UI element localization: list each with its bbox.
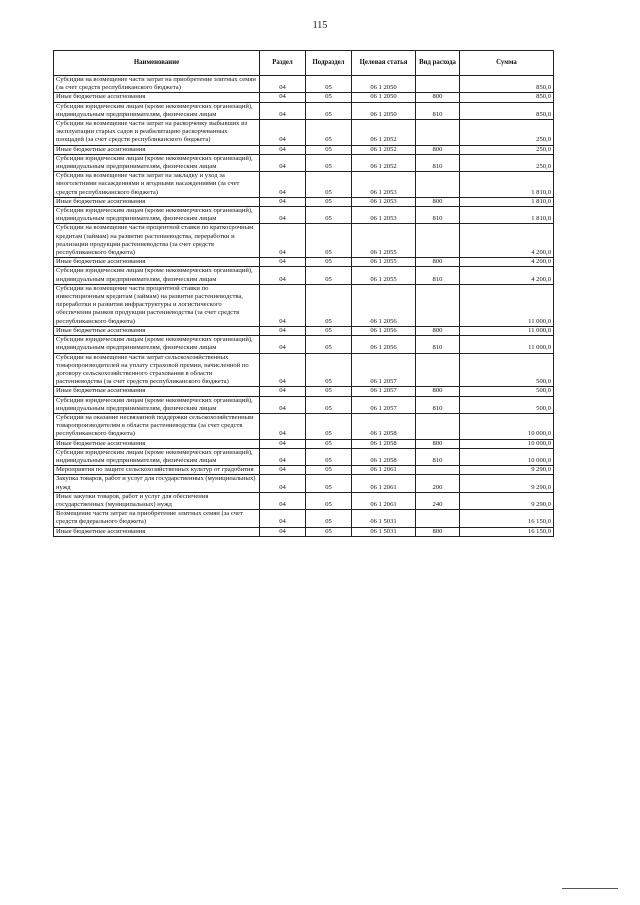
row-name: Иные бюджетные ассигнования xyxy=(54,145,260,154)
row-subsection: 05 xyxy=(306,258,352,267)
row-target: 06 1 2055 xyxy=(352,224,416,258)
row-section: 04 xyxy=(260,172,306,198)
row-name: Субсидии на возмещение части процентной ставки по краткосрочным кредитам (займам) на развитие растениеводства, переработки и реализации продукции растениеводства (за счет средств республиканского бюджета) xyxy=(54,224,260,258)
row-target: 06 1 2058 xyxy=(352,439,416,448)
row-amount: 10 000,0 xyxy=(460,448,554,465)
row-amount: 850,0 xyxy=(460,102,554,119)
row-amount: 4 200,0 xyxy=(460,224,554,258)
row-target: 06 1 2053 xyxy=(352,207,416,224)
row-section: 04 xyxy=(260,145,306,154)
row-expense-type: 200 xyxy=(416,475,460,492)
row-section: 04 xyxy=(260,102,306,119)
row-amount: 16 150,0 xyxy=(460,527,554,536)
row-amount: 850,0 xyxy=(460,93,554,102)
row-subsection: 05 xyxy=(306,224,352,258)
row-amount: 250,0 xyxy=(460,120,554,146)
table-row xyxy=(54,326,554,335)
row-name: Иные бюджетные ассигнования xyxy=(54,439,260,448)
row-subsection: 05 xyxy=(306,326,352,335)
row-subsection: 05 xyxy=(306,76,352,93)
row-expense-type: 810 xyxy=(416,154,460,171)
header-target: Целевая статья xyxy=(352,51,416,76)
row-amount: 10 000,0 xyxy=(460,413,554,439)
row-section: 04 xyxy=(260,326,306,335)
row-name: Иные бюджетные ассигнования xyxy=(54,258,260,267)
row-target: 06 1 2057 xyxy=(352,396,416,413)
row-section: 04 xyxy=(260,284,306,326)
row-section: 04 xyxy=(260,224,306,258)
row-target: 06 1 2058 xyxy=(352,413,416,439)
row-amount: 500,0 xyxy=(460,353,554,387)
table-row xyxy=(54,387,554,396)
row-subsection: 05 xyxy=(306,102,352,119)
row-section: 04 xyxy=(260,76,306,93)
row-amount: 500,0 xyxy=(460,387,554,396)
row-section: 04 xyxy=(260,492,306,509)
row-expense-type: 800 xyxy=(416,439,460,448)
row-target: 06 1 2050 xyxy=(352,102,416,119)
row-amount: 1 810,0 xyxy=(460,197,554,206)
row-section: 04 xyxy=(260,267,306,284)
row-target: 06 1 5031 xyxy=(352,510,416,527)
row-amount: 250,0 xyxy=(460,145,554,154)
row-expense-type xyxy=(416,510,460,527)
row-name: Иные бюджетные ассигнования xyxy=(54,197,260,206)
table-row xyxy=(54,197,554,206)
header-section: Раздел xyxy=(260,51,306,76)
row-section: 04 xyxy=(260,93,306,102)
table-row xyxy=(54,267,554,284)
row-amount: 1 810,0 xyxy=(460,207,554,224)
row-name: Иные бюджетные ассигнования xyxy=(54,527,260,536)
row-subsection: 05 xyxy=(306,267,352,284)
table-row xyxy=(54,413,554,439)
table-row xyxy=(54,439,554,448)
table-row xyxy=(54,145,554,154)
row-expense-type: 240 xyxy=(416,492,460,509)
row-name: Мероприятия по защите сельскохозяйственных культур от градобития xyxy=(54,466,260,475)
row-name: Субсидии на возмещение части процентной ставки по инвестиционным кредитам (займам) на развитие растениеводства, переработки и развития инфраструктуры и логистического обеспечения рынков продукции растениеводства (за счет средств республиканского бюджета) xyxy=(54,284,260,326)
row-amount: 9 290,0 xyxy=(460,492,554,509)
row-subsection: 05 xyxy=(306,93,352,102)
row-amount: 9 290,0 xyxy=(460,475,554,492)
row-target: 06 1 2050 xyxy=(352,76,416,93)
table-row xyxy=(54,336,554,353)
row-target: 06 1 2053 xyxy=(352,172,416,198)
row-expense-type xyxy=(416,284,460,326)
row-subsection: 05 xyxy=(306,466,352,475)
row-expense-type: 800 xyxy=(416,326,460,335)
row-amount: 16 150,0 xyxy=(460,510,554,527)
row-subsection: 05 xyxy=(306,396,352,413)
row-target: 06 1 2050 xyxy=(352,93,416,102)
row-subsection: 05 xyxy=(306,510,352,527)
row-expense-type xyxy=(416,120,460,146)
row-target: 06 1 2061 xyxy=(352,492,416,509)
row-name: Субсидии на оказание несвязанной поддержки сельскохозяйственным товаропроизводителям в области растениеводства (за счет средств республиканского бюджета) xyxy=(54,413,260,439)
row-target: 06 1 2055 xyxy=(352,267,416,284)
table-row xyxy=(54,448,554,465)
table-row xyxy=(54,510,554,527)
row-name: Иные бюджетные ассигнования xyxy=(54,93,260,102)
row-amount: 10 000,0 xyxy=(460,439,554,448)
row-target: 06 1 2052 xyxy=(352,120,416,146)
row-expense-type xyxy=(416,172,460,198)
row-subsection: 05 xyxy=(306,475,352,492)
row-section: 04 xyxy=(260,336,306,353)
row-name: Субсидии на возмещение части затрат сельскохозяйственных товаропроизводителей на уплату страховой премии, начисленной по договору сельскохозяйственного страхования в области растениеводства (за счет средств республиканского бюджета) xyxy=(54,353,260,387)
table-row xyxy=(54,527,554,536)
table-row xyxy=(54,76,554,93)
row-name: Иные бюджетные ассигнования xyxy=(54,387,260,396)
row-name: Субсидии юридическим лицам (кроме некоммерческих организаций), индивидуальным предпринимателям, физическим лицам xyxy=(54,154,260,171)
table-row xyxy=(54,466,554,475)
header-expense-type: Вид расхода xyxy=(416,51,460,76)
row-amount: 11 000,0 xyxy=(460,284,554,326)
table-row xyxy=(54,154,554,171)
row-name: Субсидии юридическим лицам (кроме некоммерческих организаций), индивидуальным предпринимателям, физическим лицам xyxy=(54,448,260,465)
row-target: 06 1 2058 xyxy=(352,448,416,465)
row-expense-type: 800 xyxy=(416,258,460,267)
row-amount: 850,0 xyxy=(460,76,554,93)
table-body xyxy=(54,76,554,537)
row-expense-type: 810 xyxy=(416,267,460,284)
row-target: 06 1 2057 xyxy=(352,387,416,396)
row-subsection: 05 xyxy=(306,207,352,224)
row-amount: 1 810,0 xyxy=(460,172,554,198)
row-name: Субсидии юридическим лицам (кроме некоммерческих организаций), индивидуальным предпринимателям, физическим лицам xyxy=(54,102,260,119)
header-subsection: Подраздел xyxy=(306,51,352,76)
row-target: 06 1 2056 xyxy=(352,336,416,353)
row-name: Возмещение части затрат на приобретение элитных семян (за счет средств федерального бюджета) xyxy=(54,510,260,527)
row-section: 04 xyxy=(260,120,306,146)
row-subsection: 05 xyxy=(306,197,352,206)
row-name: Иные закупки товаров, работ и услуг для обеспечения государственных (муниципальных) нужд xyxy=(54,492,260,509)
row-name: Иные бюджетные ассигнования xyxy=(54,326,260,335)
row-target: 06 1 2061 xyxy=(352,466,416,475)
row-section: 04 xyxy=(260,207,306,224)
table-row xyxy=(54,353,554,387)
row-section: 04 xyxy=(260,353,306,387)
row-name: Субсидии юридическим лицам (кроме некоммерческих организаций), индивидуальным предпринимателям, физическим лицам xyxy=(54,267,260,284)
table-header-row xyxy=(54,51,554,76)
row-expense-type xyxy=(416,224,460,258)
row-section: 04 xyxy=(260,413,306,439)
row-name: Субсидии юридическим лицам (кроме некоммерческих организаций), индивидуальным предпринимателям, физическим лицам xyxy=(54,207,260,224)
row-section: 04 xyxy=(260,396,306,413)
row-subsection: 05 xyxy=(306,154,352,171)
row-target: 06 1 2056 xyxy=(352,326,416,335)
row-section: 04 xyxy=(260,439,306,448)
row-subsection: 05 xyxy=(306,120,352,146)
row-expense-type: 810 xyxy=(416,336,460,353)
row-expense-type: 800 xyxy=(416,527,460,536)
table-row xyxy=(54,492,554,509)
row-subsection: 05 xyxy=(306,439,352,448)
row-expense-type: 800 xyxy=(416,387,460,396)
row-subsection: 05 xyxy=(306,336,352,353)
row-target: 06 1 2055 xyxy=(352,258,416,267)
row-name: Субсидии юридическим лицам (кроме некоммерческих организаций), индивидуальным предпринимателям, физическим лицам xyxy=(54,396,260,413)
row-expense-type: 800 xyxy=(416,197,460,206)
row-section: 04 xyxy=(260,154,306,171)
table-row xyxy=(54,258,554,267)
row-subsection: 05 xyxy=(306,387,352,396)
header-amount: Сумма xyxy=(460,51,554,76)
row-expense-type xyxy=(416,353,460,387)
row-target: 06 1 2052 xyxy=(352,145,416,154)
row-expense-type: 810 xyxy=(416,102,460,119)
row-section: 04 xyxy=(260,527,306,536)
row-expense-type xyxy=(416,466,460,475)
table-row xyxy=(54,475,554,492)
row-section: 04 xyxy=(260,197,306,206)
row-section: 04 xyxy=(260,466,306,475)
table-row xyxy=(54,284,554,326)
row-amount: 4 200,0 xyxy=(460,258,554,267)
table-row xyxy=(54,224,554,258)
row-target: 06 1 2061 xyxy=(352,475,416,492)
row-target: 06 1 2057 xyxy=(352,353,416,387)
row-amount: 9 290,0 xyxy=(460,466,554,475)
row-name: Субсидии на возмещение части затрат на закладку и уход за многолетними насаждениями и ягодными насаждениями (за счет средств республиканского бюджета) xyxy=(54,172,260,198)
row-expense-type: 810 xyxy=(416,207,460,224)
row-section: 04 xyxy=(260,448,306,465)
row-section: 04 xyxy=(260,510,306,527)
budget-table xyxy=(53,50,554,537)
row-section: 04 xyxy=(260,475,306,492)
row-subsection: 05 xyxy=(306,172,352,198)
header-name: Наименование xyxy=(54,51,260,76)
row-expense-type xyxy=(416,76,460,93)
row-name: Субсидии на возмещение части затрат на раскорчевку выбывших из эксплуатации старых садов и реабилитацию раскорчеванных площадей (за счет средств республиканского бюджета) xyxy=(54,120,260,146)
row-expense-type xyxy=(416,413,460,439)
row-subsection: 05 xyxy=(306,492,352,509)
row-amount: 250,0 xyxy=(460,154,554,171)
row-expense-type: 800 xyxy=(416,145,460,154)
row-target: 06 1 5031 xyxy=(352,527,416,536)
row-subsection: 05 xyxy=(306,413,352,439)
row-section: 04 xyxy=(260,387,306,396)
row-subsection: 05 xyxy=(306,527,352,536)
row-target: 06 1 2053 xyxy=(352,197,416,206)
row-name: Субсидии юридическим лицам (кроме некоммерческих организаций), индивидуальным предпринимателям, физическим лицам xyxy=(54,336,260,353)
row-name: Закупка товаров, работ и услуг для государственных (муниципальных) нужд xyxy=(54,475,260,492)
row-name: Субсидии на возмещение части затрат на приобретение элитных семян (за счет средств республиканского бюджета) xyxy=(54,76,260,93)
row-section: 04 xyxy=(260,258,306,267)
table-row xyxy=(54,207,554,224)
row-subsection: 05 xyxy=(306,448,352,465)
row-target: 06 1 2052 xyxy=(352,154,416,171)
row-amount: 11 000,0 xyxy=(460,326,554,335)
row-subsection: 05 xyxy=(306,145,352,154)
corner-mark xyxy=(562,888,618,889)
table-row xyxy=(54,102,554,119)
table-row xyxy=(54,396,554,413)
row-expense-type: 800 xyxy=(416,93,460,102)
row-amount: 500,0 xyxy=(460,396,554,413)
table-row xyxy=(54,172,554,198)
table-row xyxy=(54,93,554,102)
page-number: 115 xyxy=(312,20,328,31)
row-subsection: 05 xyxy=(306,353,352,387)
table-row xyxy=(54,120,554,146)
row-subsection: 05 xyxy=(306,284,352,326)
row-amount: 4 200,0 xyxy=(460,267,554,284)
row-target: 06 1 2056 xyxy=(352,284,416,326)
row-expense-type: 810 xyxy=(416,396,460,413)
row-expense-type: 810 xyxy=(416,448,460,465)
row-amount: 11 000,0 xyxy=(460,336,554,353)
